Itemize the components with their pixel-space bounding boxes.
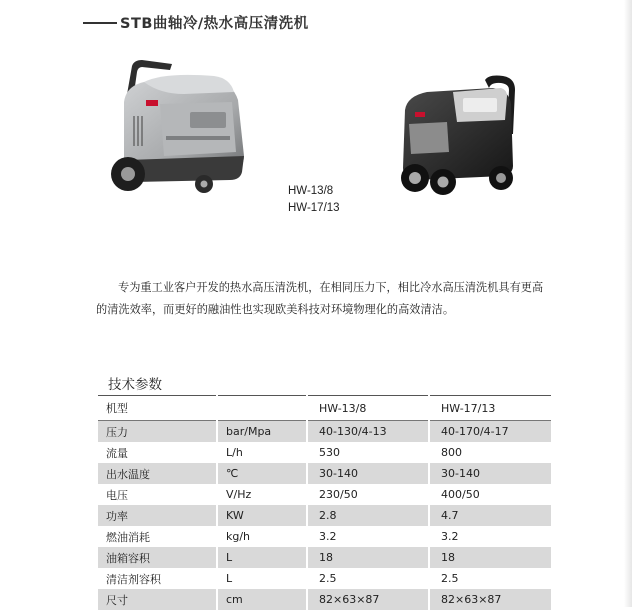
model-label: HW-17/13 [288,202,340,214]
header-cell: HW-13/8 [307,396,429,421]
table-cell: 530 [307,442,429,463]
header-cell: HW-17/13 [429,396,552,421]
table-row [98,505,552,526]
table-cell: 电压 [98,484,217,505]
page-title-text: STB曲轴冷/热水高压清洗机 [120,16,309,32]
table-cell: ℃ [217,463,307,484]
header-cell [217,396,307,421]
table-cell: 燃油消耗 [98,526,217,547]
table-cell: 400/50 [429,484,552,505]
table-row [98,547,552,568]
table-cell: 82×63×87 [307,589,429,610]
table-cell: kg/h [217,526,307,547]
table-cell: L [217,547,307,568]
table-row [98,526,552,547]
table-header-row [98,396,552,421]
table-cell: 3.2 [307,526,429,547]
tech-params-title: 技术参数 [108,377,162,393]
table-cell: V/Hz [217,484,307,505]
table-cell: 功率 [98,505,217,526]
model-labels [288,183,340,217]
table-cell: 2.5 [307,568,429,589]
table-cell: 230/50 [307,484,429,505]
model-label: HW-13/8 [288,185,334,197]
title-dash-line [83,22,117,24]
table-cell: L [217,568,307,589]
table-cell: 40-170/4-17 [429,421,552,443]
table-row [98,568,552,589]
table-cell: 油箱容积 [98,547,217,568]
intro-line-1: 专为重工业客户开发的热水高压清洗机，在相同压力下，相比冷水高压清洗机具有更高 [118,281,544,294]
table-cell: 出水温度 [98,463,217,484]
table-cell: 清洁剂容积 [98,568,217,589]
intro-paragraph [96,277,566,321]
table-row [98,463,552,484]
table-cell: 压力 [98,421,217,443]
header-cell: 机型 [98,396,217,421]
table-cell: 40-130/4-13 [307,421,429,443]
page-title [83,12,309,33]
table-cell: 2.8 [307,505,429,526]
table-cell: bar/Mpa [217,421,307,443]
intro-line-2: 的清洗效率，而更好的融油性也实现欧美科技对环境物理化的高效清洁。 [96,303,455,316]
table-cell: 流量 [98,442,217,463]
table-cell: L/h [217,442,307,463]
table-cell: 30-140 [307,463,429,484]
table-cell: 82×63×87 [429,589,552,610]
tech-params-table [98,395,553,610]
table-cell: 3.2 [429,526,552,547]
table-cell: 尺寸 [98,589,217,610]
table-cell: 4.7 [429,505,552,526]
grey-pressure-washer-image [104,56,254,200]
table-cell: 30-140 [429,463,552,484]
table-cell: 2.5 [429,568,552,589]
table-row [98,484,552,505]
table-row [98,421,552,443]
table-cell: cm [217,589,307,610]
table-cell: KW [217,505,307,526]
table-cell: 18 [429,547,552,568]
table-row [98,442,552,463]
table-cell: 18 [307,547,429,568]
black-pressure-washer-image [397,74,525,198]
table-cell: 800 [429,442,552,463]
page-edge-shadow [624,0,632,607]
